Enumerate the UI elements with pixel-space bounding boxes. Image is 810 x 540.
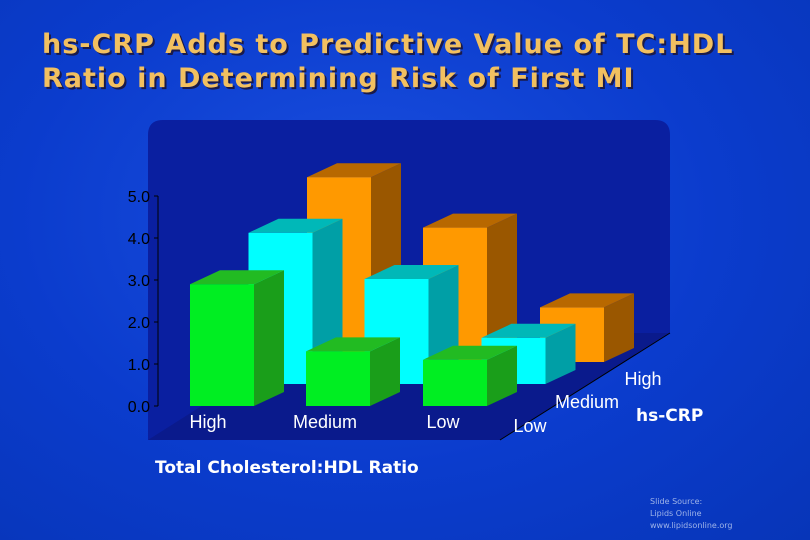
x-category-label: High bbox=[189, 412, 227, 432]
depth-axis-title: hs-CRP bbox=[636, 406, 704, 426]
y-tick-label: 2.0 bbox=[127, 315, 150, 332]
source-line-2: Lipids Online bbox=[650, 509, 702, 518]
source-line-1: Slide Source: bbox=[650, 497, 703, 506]
slide-source bbox=[650, 496, 733, 532]
depth-category-label: High bbox=[624, 369, 662, 389]
title-line-1: hs-CRP Adds to Predictive Value of TC:HDL bbox=[42, 29, 734, 60]
depth-category-label: Medium bbox=[554, 392, 620, 412]
bar-low-high bbox=[190, 284, 254, 406]
source-line-3: www.lipidsonline.org bbox=[650, 521, 733, 530]
x-category-label: Medium bbox=[292, 412, 358, 432]
depth-category-label: Low bbox=[513, 416, 547, 436]
y-tick-label: 4.0 bbox=[127, 231, 150, 248]
bar-side-low-high bbox=[254, 270, 284, 406]
x-axis-title: Total Cholesterol:HDL Ratio bbox=[155, 458, 419, 478]
bar-low-medium bbox=[306, 351, 370, 406]
bar-low-low bbox=[423, 360, 487, 406]
x-category-label: Low bbox=[426, 412, 460, 432]
title-line-2: Ratio in Determining Risk of First MI bbox=[42, 63, 635, 94]
y-tick-label: 3.0 bbox=[127, 273, 150, 290]
y-tick-label: 1.0 bbox=[127, 357, 150, 374]
y-tick-label: 0.0 bbox=[127, 399, 150, 416]
y-tick-label: 5.0 bbox=[127, 189, 150, 206]
